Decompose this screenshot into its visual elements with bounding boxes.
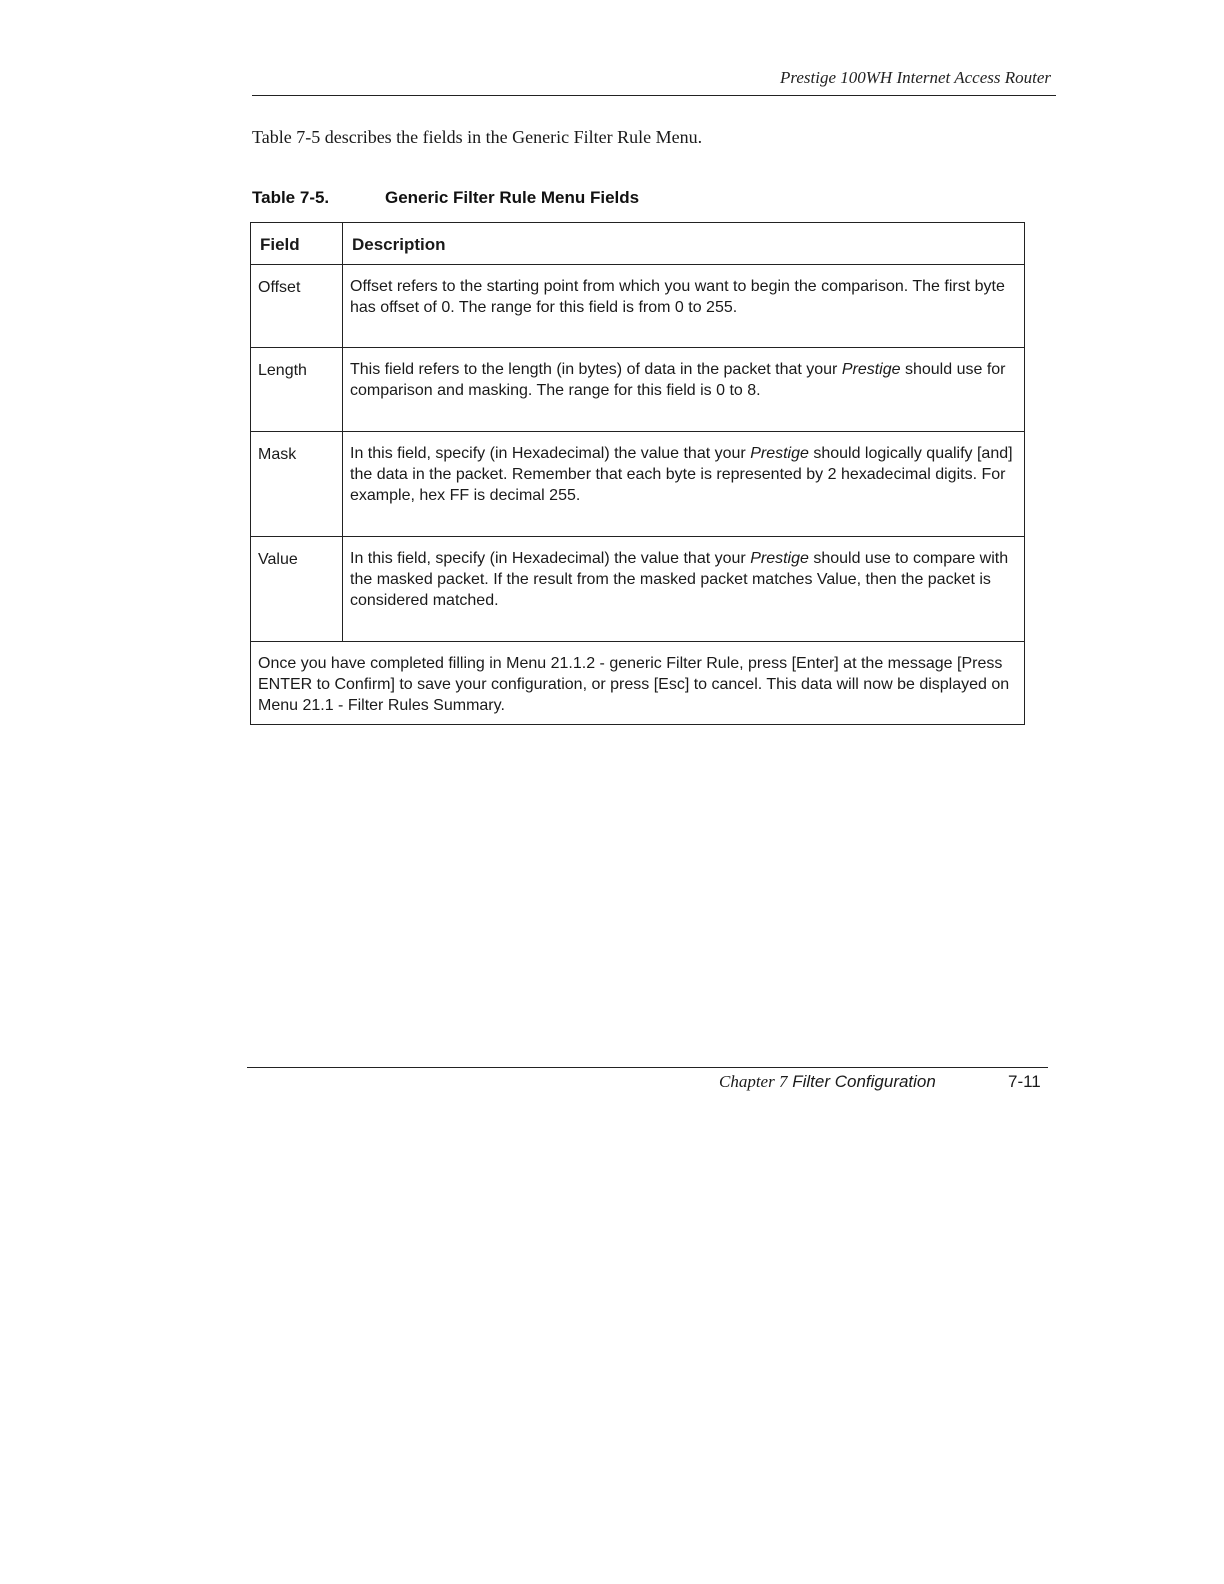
header-rule	[252, 95, 1056, 96]
table-note-row	[251, 642, 1025, 725]
footer-chapter	[719, 1072, 936, 1092]
field-description	[343, 432, 1025, 537]
product-name: Prestige	[750, 445, 809, 462]
desc-text: In this field, specify (in Hexadecimal) the value that your	[350, 445, 751, 462]
footer-chapter-title: Filter Configuration	[792, 1072, 936, 1091]
desc-text: In this field, specify (in Hexadecimal) the value that your	[350, 550, 751, 567]
product-name: Prestige	[750, 550, 809, 567]
header-field: Field	[251, 223, 343, 265]
table-caption-title: Generic Filter Rule Menu Fields	[385, 188, 640, 207]
fields-table	[250, 222, 1025, 725]
table-row	[251, 537, 1025, 642]
table-row	[251, 432, 1025, 537]
field-name: Mask	[251, 432, 343, 537]
table-header-row	[251, 223, 1025, 265]
intro-paragraph: Table 7-5 describes the fields in the Generic Filter Rule Menu.	[252, 127, 703, 147]
table-caption-number: Table 7-5.	[252, 188, 330, 207]
table-row	[251, 265, 1025, 348]
desc-text: This field refers to the length (in bytes) of data in the packet that your	[350, 361, 842, 378]
desc-text: should logically qualify [and] the data in the packet. Remember that each byte is represented by 2 hexadecimal digits. For example, hex FF is decimal 255.	[350, 445, 1013, 504]
product-name: Prestige	[841, 361, 901, 378]
header-description: Description	[343, 223, 1025, 265]
footer-rule	[247, 1067, 1048, 1068]
table-caption	[252, 188, 639, 208]
table-row	[251, 348, 1025, 432]
page-number: 7-11	[1008, 1072, 1041, 1091]
table-note: Once you have completed filling in Menu 21.1.2 - generic Filter Rule, press [Enter] at the message [Press ENTER to Confirm] to save your configuration, or press [Esc] to cancel. This data will now be displayed on Menu 21.1 - Filter Rules Summary.	[251, 642, 1025, 725]
field-description	[343, 348, 1025, 432]
desc-text: should use to compare with the masked packet. If the result from the masked packet matches Value, then the packet is considered matched.	[350, 550, 1009, 609]
field-name: Value	[251, 537, 343, 642]
footer-chapter-label: Chapter 7	[719, 1072, 788, 1091]
field-description	[343, 537, 1025, 642]
field-name: Length	[251, 348, 343, 432]
desc-text: should use for comparison and masking. The range for this field is 0 to 8.	[350, 361, 1006, 399]
field-name: Offset	[251, 265, 343, 348]
field-description: Offset refers to the starting point from which you want to begin the comparison. The first byte has offset of 0. The range for this field is from 0 to 255.	[343, 265, 1025, 348]
running-header: Prestige 100WH Internet Access Router	[780, 68, 1051, 87]
